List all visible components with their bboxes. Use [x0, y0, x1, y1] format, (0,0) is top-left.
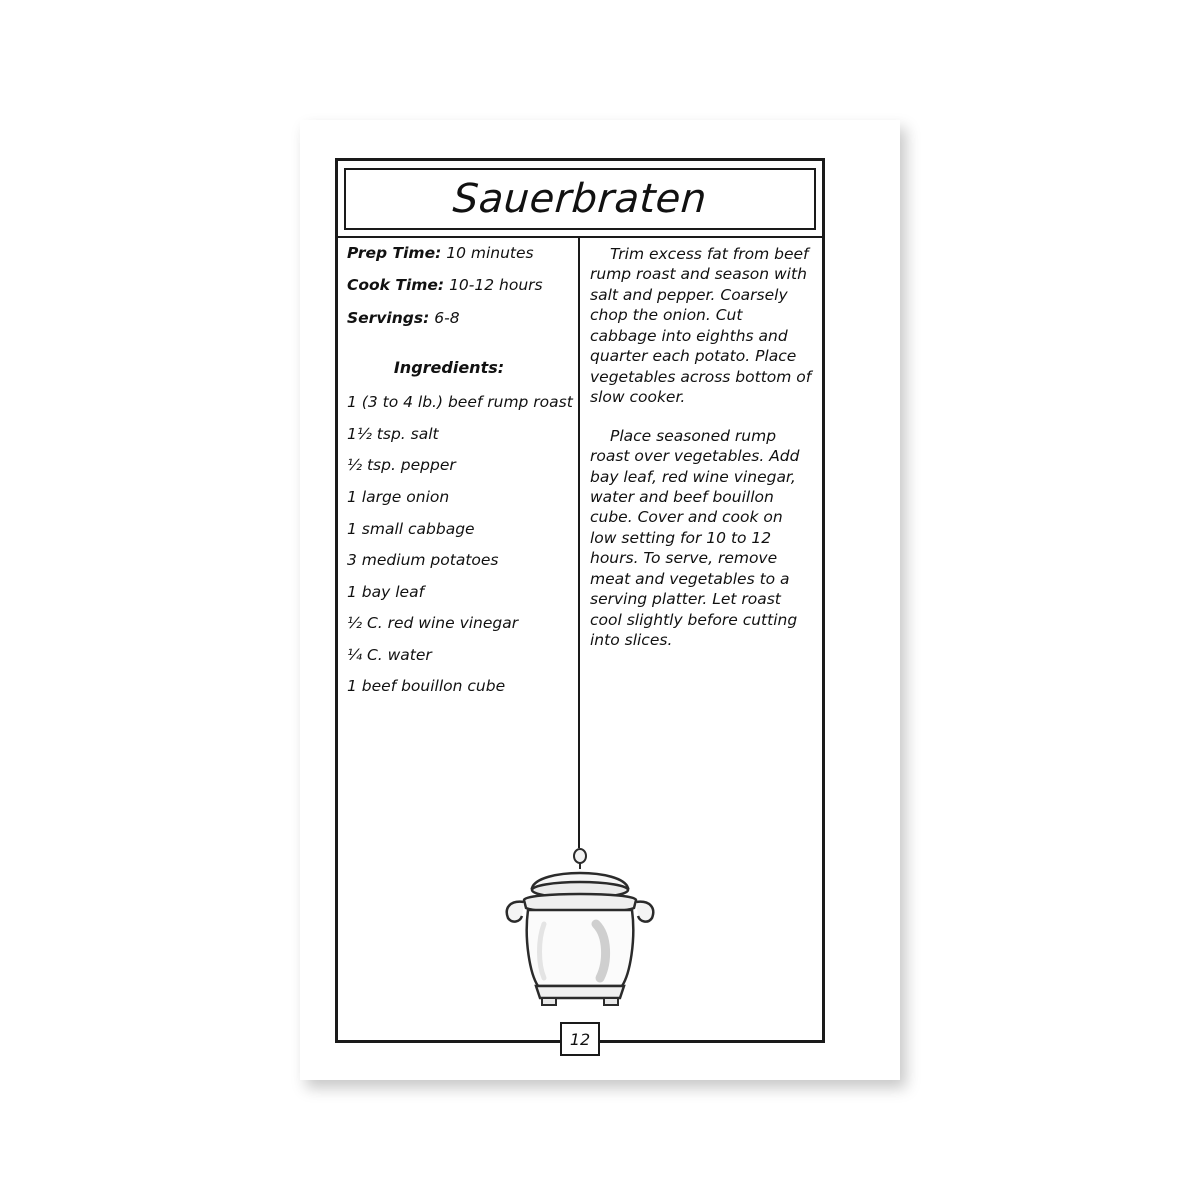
page-title: Sauerbraten — [451, 176, 709, 222]
page-number: 12 — [569, 1029, 591, 1049]
ingredient-item: ¼ C. water — [347, 645, 432, 664]
ingredients-heading: Ingredients: — [393, 358, 505, 378]
page-number-box — [560, 1022, 600, 1056]
ingredient-item: 1 small cabbage — [347, 519, 475, 538]
slow-cooker-illustration — [480, 840, 680, 1020]
meta-prep-time — [347, 244, 569, 263]
recipe-title-box — [344, 168, 816, 230]
title-divider — [338, 236, 822, 238]
meta-servings-label: Servings: — [347, 308, 430, 327]
meta-prep-time-label: Prep Time: — [347, 244, 442, 262]
meta-servings-value: 6-8 — [434, 308, 460, 327]
ingredient-item: 1½ tsp. salt — [347, 424, 439, 443]
ingredient-item: ½ tsp. pepper — [347, 456, 456, 475]
meta-cook-time-value: 10-12 hours — [449, 276, 543, 295]
left-column — [347, 244, 573, 709]
meta-prep-time-value: 10 minutes — [446, 244, 534, 262]
directions-paragraph: Place seasoned rump roast over vegetables. Add bay leaf, red wine vinegar, water and beef bouillon cube. Cover and cook on low setting for 10 to 12 hours. To serve, remove meat and vegetables to a serving platter. Let roast cool slightly before cutting into slices. — [590, 426, 800, 650]
right-column — [590, 244, 812, 669]
ingredient-item: ½ C. red wine vinegar — [347, 614, 519, 633]
ingredient-item: 1 (3 to 4 lb.) beef rump roast — [347, 393, 573, 412]
ingredient-item: 1 bay leaf — [347, 582, 425, 601]
meta-servings — [347, 309, 569, 328]
meta-cook-time-label: Cook Time: — [347, 276, 445, 295]
ingredient-item: 3 medium potatoes — [347, 551, 499, 570]
directions-paragraph: Trim excess fat from beef rump roast and season with salt and pepper. Coarsely chop the onion. Cut cabbage into eighths and quarter each potato. Place vegetables across bottom of slow cooker. — [590, 245, 812, 407]
ingredient-item: 1 beef bouillon cube — [347, 677, 506, 696]
column-divider — [578, 238, 580, 848]
meta-cook-time — [347, 276, 569, 295]
ingredient-item: 1 large onion — [347, 487, 450, 506]
